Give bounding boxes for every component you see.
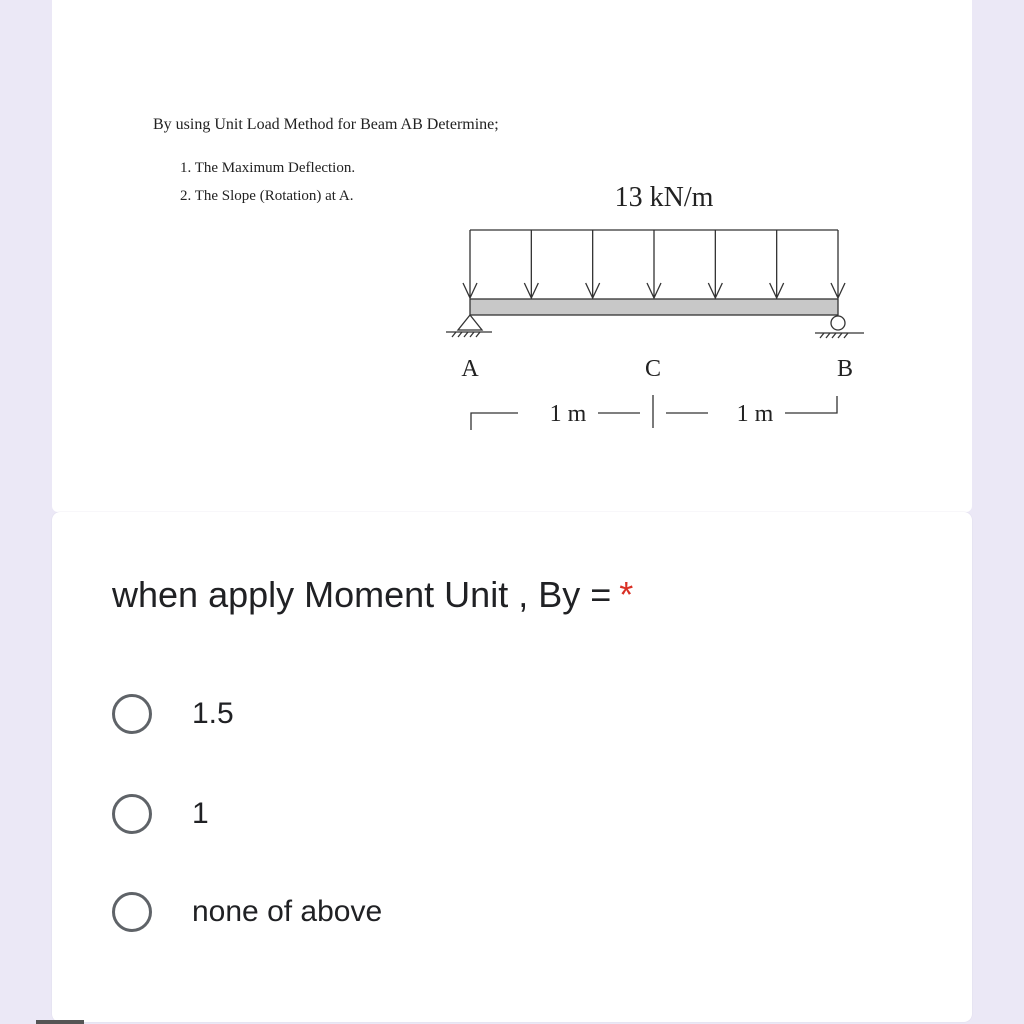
roller-support-b bbox=[815, 316, 864, 338]
point-c-label: C bbox=[644, 356, 662, 382]
scroll-indicator bbox=[36, 1020, 84, 1024]
point-a-label: A bbox=[461, 356, 479, 382]
load-arrow bbox=[463, 230, 477, 298]
radio-button[interactable] bbox=[112, 794, 152, 834]
load-arrow bbox=[831, 230, 845, 298]
problem-item-1: 1. The Maximum Deflection. bbox=[180, 160, 356, 176]
pin-support-a bbox=[446, 315, 492, 337]
option-1[interactable] bbox=[112, 794, 209, 834]
option-label: 1.5 bbox=[192, 697, 234, 730]
distributed-load-arrows bbox=[463, 230, 845, 298]
dimension-lines bbox=[471, 395, 837, 430]
span-left-label: 1 m bbox=[549, 401, 587, 427]
point-b-label: B bbox=[836, 356, 854, 382]
load-arrow bbox=[586, 230, 600, 298]
option-label: 1 bbox=[192, 797, 209, 830]
load-arrow bbox=[770, 230, 784, 298]
load-arrow bbox=[524, 230, 538, 298]
question-text: when apply Moment Unit , By = bbox=[112, 574, 612, 615]
problem-intro: By using Unit Load Method for Beam AB Determine; bbox=[153, 116, 499, 133]
load-arrow bbox=[708, 230, 722, 298]
question-title bbox=[112, 574, 633, 616]
load-label: 13 kN/m bbox=[614, 182, 714, 213]
load-arrow bbox=[647, 230, 661, 298]
problem-item-2: 2. The Slope (Rotation) at A. bbox=[180, 188, 354, 204]
radio-button[interactable] bbox=[112, 892, 152, 932]
beam-diagram bbox=[440, 170, 870, 440]
radio-button[interactable] bbox=[112, 694, 152, 734]
question-card bbox=[52, 512, 972, 1022]
option-label: none of above bbox=[192, 895, 383, 928]
beam bbox=[470, 299, 838, 315]
option-none-of-above[interactable] bbox=[112, 892, 382, 932]
span-right-label: 1 m bbox=[736, 401, 774, 427]
required-asterisk: * bbox=[619, 574, 634, 615]
option-1-5[interactable] bbox=[112, 694, 234, 734]
